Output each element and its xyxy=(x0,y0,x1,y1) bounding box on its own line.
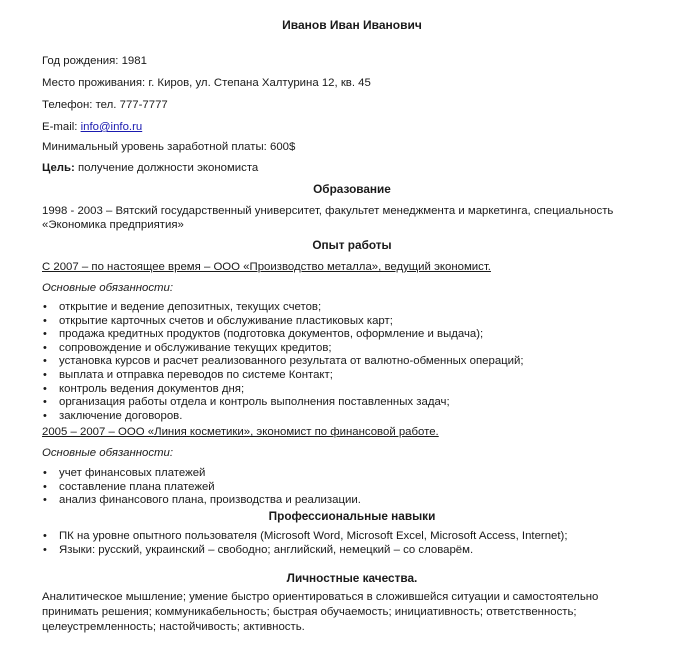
goal-line xyxy=(42,161,258,175)
list-item: • организация работы отдела и контроль выполнения поставленных задач; xyxy=(42,396,524,410)
email-label: E-mail: xyxy=(42,121,81,133)
job-2-duties-list xyxy=(42,467,361,508)
salary: Минимальный уровень заработной платы: 600$ xyxy=(42,141,296,153)
list-item: • ПК на уровне опытного пользователя (Microsoft Word, Microsoft Excel, Microsoft Access, Internet); xyxy=(42,530,568,544)
list-item: • открытие карточных счетов и обслуживание пластиковых карт; xyxy=(42,315,524,329)
list-item: • продажа кредитных продуктов (подготовка документов, оформление и выдача); xyxy=(42,328,524,342)
job-1-duties-list xyxy=(42,301,524,423)
list-item: • установка курсов и расчет реализованного результата от валютно-обменных операций; xyxy=(42,355,524,369)
list-item: • сопровождение и обслуживание текущих кредитов; xyxy=(42,342,524,356)
list-item: • контроль ведения документов дня; xyxy=(42,383,524,397)
job-1-duties-label: Основные обязанности: xyxy=(42,282,174,294)
email-line xyxy=(42,120,142,134)
education-heading: Образование xyxy=(313,182,391,196)
personal-text: Аналитическое мышление; умение быстро ориентироваться в сложившейся ситуации и самостоятельно принимать решения; коммуникабельность; быстрая обучаемость; инициативность; ответственность; целеустремленность; настойчивость; активность. xyxy=(42,591,599,633)
education-line-2: «Экономика предприятия» xyxy=(42,219,184,231)
job-2-title: 2005 – 2007 – ООО «Линия косметики», экономист по финансовой работе. xyxy=(42,426,439,438)
email-link[interactable]: info@info.ru xyxy=(80,121,143,133)
phone: Телефон: тел. 777-7777 xyxy=(42,99,168,111)
personal-heading: Личностные качества. xyxy=(286,571,418,585)
skills-heading: Профессиональные навыки xyxy=(268,509,436,523)
list-item: • учет финансовых платежей xyxy=(42,467,361,481)
list-item: • составление плана платежей xyxy=(42,481,361,495)
list-item: • открытие и ведение депозитных, текущих счетов; xyxy=(42,301,524,315)
address: Место проживания: г. Киров, ул. Степана Халтурина 12, кв. 45 xyxy=(42,77,371,89)
list-item: • Языки: русский, украинский – свободно; английский, немецкий – со словарём. xyxy=(42,544,568,558)
job-1-title: С 2007 – по настоящее время – ООО «Производство металла», ведущий экономист. xyxy=(42,261,491,273)
resume-name: Иванов Иван Иванович xyxy=(282,18,422,32)
education-line-1: 1998 - 2003 – Вятский государственный университет, факультет менеджмента и маркетинга, специальность xyxy=(42,205,614,217)
skills-list xyxy=(42,530,568,557)
birth-year: Год рождения: 1981 xyxy=(42,55,147,67)
list-item: • анализ финансового плана, производства и реализации. xyxy=(42,494,361,508)
list-item: • выплата и отправка переводов по системе Контакт; xyxy=(42,369,524,383)
goal-label: Цель: xyxy=(42,162,75,174)
goal-text: получение должности экономиста xyxy=(74,162,259,174)
list-item: • заключение договоров. xyxy=(42,410,524,424)
job-2-duties-label: Основные обязанности: xyxy=(42,447,174,459)
experience-heading: Опыт работы xyxy=(312,238,392,252)
